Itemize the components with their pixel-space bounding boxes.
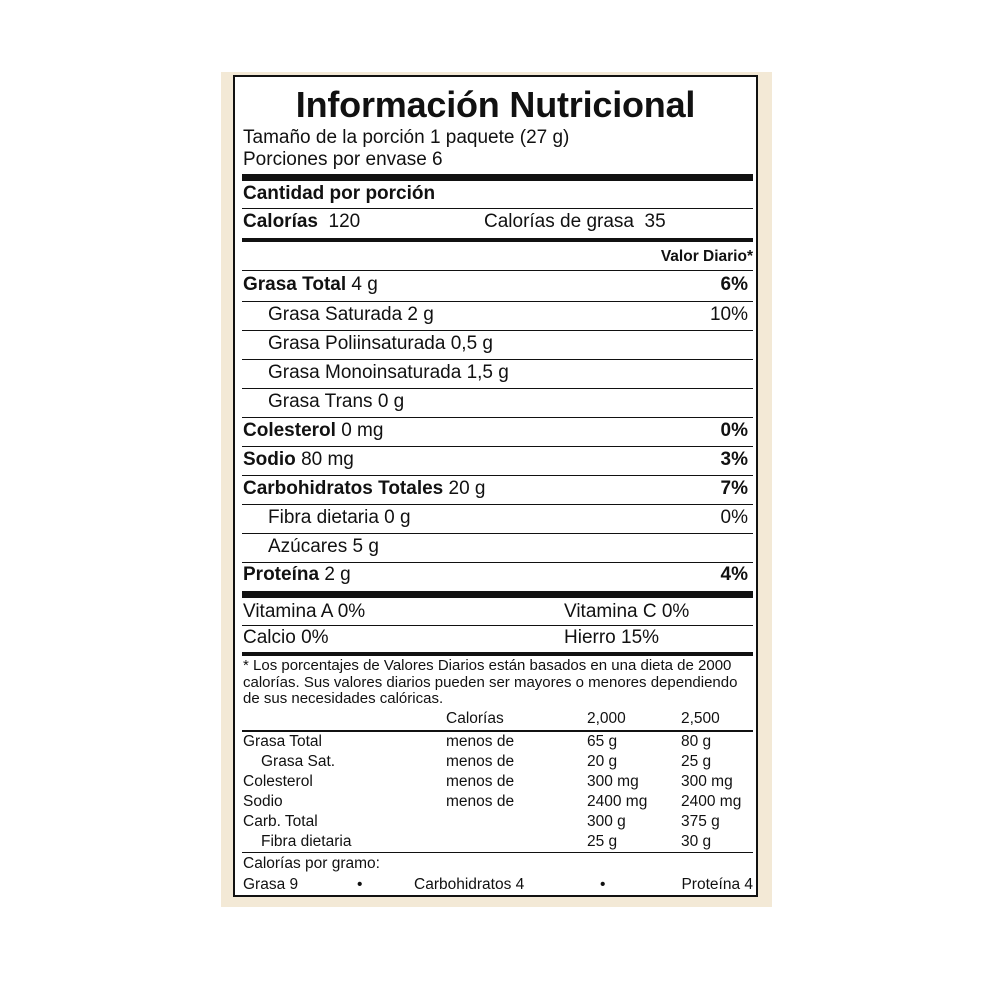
divider [242, 208, 753, 209]
nutrient-name: Azúcares [268, 536, 348, 557]
divider [242, 270, 753, 271]
nutrient-amount: 0 g [384, 507, 411, 528]
nutrient-row [268, 304, 434, 326]
medium-divider [242, 238, 753, 242]
divider [242, 330, 753, 331]
nutrient-name: Colesterol [243, 420, 336, 441]
reference-cell: 80 g [681, 733, 712, 750]
calcium: Calcio 0% [243, 627, 329, 648]
nutrient-amount: 80 mg [301, 449, 354, 470]
cpg-fat: Grasa 9 [243, 876, 299, 893]
reference-cell: 20 g [587, 753, 618, 770]
nutrient-name: Carbohidratos Totales [243, 478, 444, 499]
reference-cell: Sodio [243, 793, 283, 810]
divider [242, 301, 753, 302]
nutrient-amount: 4 g [351, 274, 378, 295]
nutrient-name: Proteína [243, 564, 320, 585]
reference-cell: 25 g [587, 833, 618, 850]
nutrient-name: Grasa Trans [268, 391, 373, 412]
nutrient-row [268, 362, 509, 384]
reference-cell: 300 mg [681, 773, 733, 790]
calories-per-gram-label: Calorías por gramo: [243, 855, 380, 872]
nutrient-name: Sodio [243, 449, 296, 470]
nutrient-daily-value: 7% [720, 478, 748, 499]
reference-cell: 300 g [587, 813, 626, 830]
reference-cell: Colesterol [243, 773, 313, 790]
cpg-protein: Proteína 4 [681, 876, 753, 893]
label-title: Información Nutricional [295, 84, 696, 125]
serving-size: Tamaño de la porción 1 paquete (27 g) [243, 127, 570, 148]
reference-cell: Fibra dietaria [261, 833, 352, 850]
nutrient-row [243, 420, 383, 442]
fat-calories-label: Calorías de grasa [484, 211, 634, 232]
nutrient-name: Grasa Total [243, 274, 347, 295]
divider [242, 625, 753, 626]
divider [242, 359, 753, 360]
nutrient-amount: 0,5 g [450, 333, 493, 354]
nutrient-row [268, 536, 379, 558]
reference-cell: menos de [446, 753, 515, 770]
reference-header: 2,500 [681, 710, 720, 727]
nutrient-name: Grasa Monoinsaturada [268, 362, 462, 383]
nutrient-amount: 2 g [407, 304, 434, 325]
thick-divider [242, 591, 753, 598]
iron: Hierro 15% [564, 627, 660, 648]
reference-cell: 2400 mg [587, 793, 648, 810]
thick-divider [242, 174, 753, 181]
nutrient-row [268, 333, 493, 355]
reference-header: Calorías [446, 710, 504, 727]
nutrient-daily-value: 10% [709, 304, 748, 325]
nutrient-name: Grasa Poliinsaturada [268, 333, 446, 354]
cpg-dot: • [600, 876, 606, 893]
nutrient-daily-value: 0% [720, 507, 748, 528]
nutrient-row [243, 274, 378, 296]
divider [242, 533, 753, 534]
nutrient-name: Fibra dietaria [268, 507, 379, 528]
vitamin-c: Vitamina C 0% [564, 601, 690, 622]
servings-per-container: Porciones por envase 6 [243, 149, 443, 170]
reference-cell: 300 mg [587, 773, 639, 790]
calories-row [243, 211, 360, 233]
divider [242, 504, 753, 505]
reference-cell: 2400 mg [681, 793, 742, 810]
nutrient-row [243, 564, 351, 586]
nutrient-daily-value: 3% [720, 449, 748, 470]
vitamin-a: Vitamina A 0% [243, 601, 366, 622]
divider [242, 417, 753, 418]
fat-calories-value: 35 [644, 211, 666, 232]
nutrient-daily-value: 6% [720, 274, 748, 295]
divider [242, 562, 753, 563]
nutrient-row [243, 449, 354, 471]
cpg-carbs: Carbohidratos 4 [414, 876, 525, 893]
nutrient-amount: 5 g [352, 536, 379, 557]
nutrient-row [243, 478, 486, 500]
reference-cell: menos de [446, 793, 515, 810]
divider [242, 388, 753, 389]
calories-value: 120 [328, 211, 361, 232]
nutrient-amount: 1,5 g [466, 362, 509, 383]
nutrient-amount: 2 g [324, 564, 351, 585]
reference-cell: 25 g [681, 753, 712, 770]
nutrition-facts-label [233, 75, 758, 897]
nutrient-row [268, 507, 411, 529]
divider [242, 852, 753, 853]
reference-cell: 65 g [587, 733, 618, 750]
divider [242, 475, 753, 476]
nutrient-amount: 20 g [448, 478, 486, 499]
nutrient-row [268, 391, 404, 413]
reference-cell: Grasa Sat. [261, 753, 336, 770]
nutrient-amount: 0 mg [341, 420, 384, 441]
nutrient-name: Grasa Saturada [268, 304, 403, 325]
medium-divider [242, 652, 753, 656]
amount-per-serving: Cantidad por porción [243, 183, 436, 204]
nutrient-daily-value: 4% [720, 564, 748, 585]
nutrient-daily-value: 0% [720, 420, 748, 441]
reference-cell: Carb. Total [243, 813, 318, 830]
reference-cell: menos de [446, 733, 515, 750]
daily-value-header: Valor Diario* [660, 248, 753, 265]
reference-cell: Grasa Total [243, 733, 322, 750]
cpg-dot: • [357, 876, 363, 893]
reference-header: 2,000 [587, 710, 626, 727]
divider [242, 730, 753, 732]
divider [242, 446, 753, 447]
calories-label: Calorías [243, 211, 318, 232]
reference-cell: menos de [446, 773, 515, 790]
nutrient-amount: 0 g [377, 391, 405, 412]
reference-cell: 375 g [681, 813, 720, 830]
footnote: * Los porcentajes de Valores Diarios están basados en una dieta de 2000 calorías. Sus valores diarios pueden ser mayores o menores dependiendo de sus necesidades calóricas. [243, 657, 738, 707]
fat-calories [484, 211, 666, 233]
reference-cell: 30 g [681, 833, 712, 850]
